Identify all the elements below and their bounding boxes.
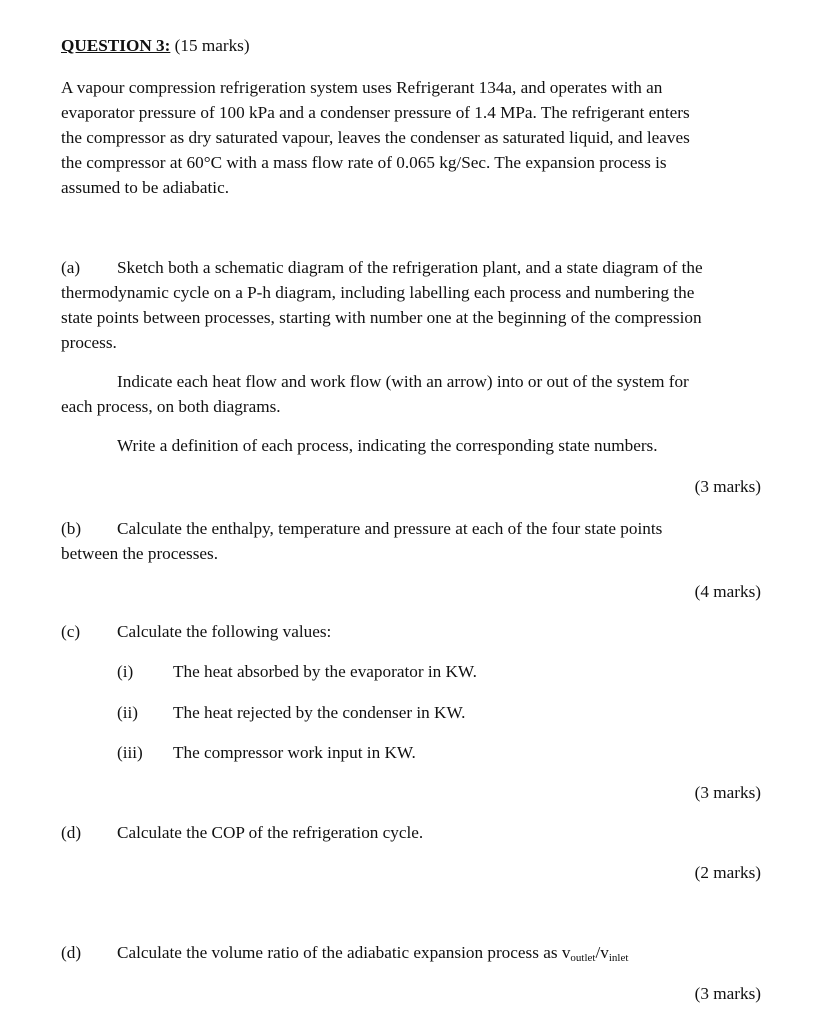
volume-outlet-subscript: outlet — [570, 952, 596, 964]
part-a — [61, 255, 761, 355]
part-b-label: (b) — [61, 519, 82, 538]
part-b — [61, 516, 761, 566]
question-total-marks: (15 marks) — [174, 36, 250, 55]
part-a-line: Sketch both a schematic diagram of the refrigeration plant, and a state diagram of the — [117, 258, 703, 277]
part-b-line: Calculate the enthalpy, temperature and pressure at each of the four state points — [117, 519, 663, 538]
question-intro — [61, 75, 761, 200]
intro-line: the compressor as dry saturated vapour, leaves the condenser as saturated liquid, and leaves — [61, 128, 690, 147]
part-a-indicate — [61, 369, 761, 419]
part-a-line: process. — [61, 333, 117, 352]
volume-outlet-symbol: v — [561, 943, 571, 962]
part-c-item-text: The heat absorbed by the evaporator in KW. — [173, 662, 477, 681]
part-c-item-num: (iii) — [117, 743, 143, 762]
part-d2-label: (d) — [61, 943, 82, 962]
part-a-line: state points between processes, starting with number one at the beginning of the compression — [61, 308, 702, 327]
part-a-line: thermodynamic cycle on a P-h diagram, including labelling each process and numbering the — [61, 283, 695, 302]
volume-inlet-symbol: v — [600, 943, 609, 962]
part-d2-text — [117, 943, 628, 964]
intro-line: A vapour compression refrigeration system uses Refrigerant 134a, and operates with an — [61, 78, 663, 97]
intro-line: the compressor at 60°C with a mass flow rate of 0.065 kg/Sec. The expansion process is — [61, 153, 667, 172]
part-a-define — [61, 433, 761, 458]
part-c-text: Calculate the following values: — [117, 622, 332, 641]
part-c-item-text: The heat rejected by the condenser in KW. — [173, 703, 466, 722]
part-d1-label: (d) — [61, 823, 82, 842]
part-d1-text: Calculate the COP of the refrigeration cycle. — [117, 823, 424, 842]
part-b-marks: (4 marks) — [694, 582, 761, 601]
part-a-define-text: Write a definition of each process, indicating the corresponding state numbers. — [117, 436, 658, 455]
part-a-marks: (3 marks) — [694, 477, 761, 496]
volume-inlet-subscript: inlet — [608, 952, 629, 964]
part-a-label: (a) — [61, 258, 81, 277]
intro-line: assumed to be adiabatic. — [61, 178, 229, 197]
part-b-line: between the processes. — [61, 544, 219, 563]
part-c-item-num: (ii) — [117, 703, 138, 722]
question-heading — [61, 36, 250, 56]
ratio-slash: / — [595, 943, 601, 962]
question-title: QUESTION 3: — [61, 36, 171, 55]
part-a-indicate-line: each process, on both diagrams. — [61, 397, 281, 416]
part-d2-marks: (3 marks) — [694, 984, 761, 1003]
part-c-marks: (3 marks) — [694, 783, 761, 802]
part-c-item-num: (i) — [117, 662, 134, 681]
part-d2-text-main: Calculate the volume ratio of the adiabatic expansion process as — [117, 943, 562, 962]
part-c-item-text: The compressor work input in KW. — [173, 743, 416, 762]
part-d1-marks: (2 marks) — [694, 863, 761, 882]
intro-line: evaporator pressure of 100 kPa and a condenser pressure of 1.4 MPa. The refrigerant enters — [61, 103, 690, 122]
part-a-indicate-line: Indicate each heat flow and work flow (with an arrow) into or out of the system for — [117, 372, 689, 391]
part-c-label: (c) — [61, 622, 81, 641]
